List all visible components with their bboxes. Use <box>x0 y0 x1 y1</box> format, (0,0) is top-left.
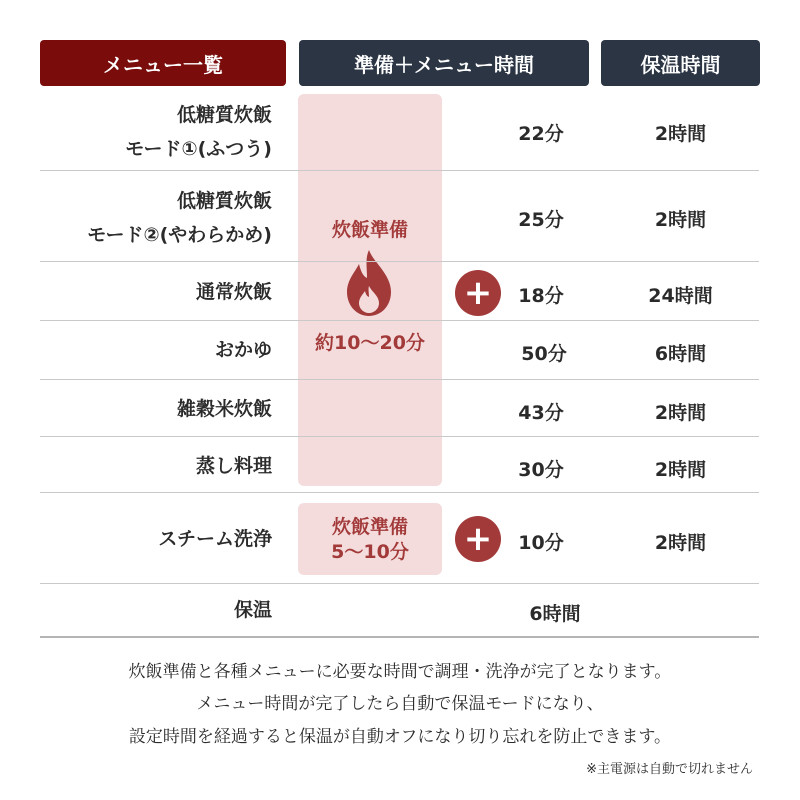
menu-list-header: メニュー一覧 <box>40 40 286 86</box>
menu-name: 通常炊飯 <box>195 281 272 303</box>
menu-time: 30分 <box>518 459 564 481</box>
keep-time: 24時間 <box>648 285 713 307</box>
row-divider <box>40 170 759 171</box>
prep-block-steam <box>298 503 442 575</box>
row-divider <box>40 583 759 584</box>
menu-time: 10分 <box>518 532 564 554</box>
menu-name: 雑穀米炊飯 <box>176 398 272 420</box>
prep-block-steam-time: 5〜10分 <box>331 541 409 563</box>
keep-time: 2時間 <box>654 209 707 231</box>
menu-time: 50分 <box>521 343 567 365</box>
keep-time: 2時間 <box>654 402 707 424</box>
prep-block-main-title: 炊飯準備 <box>331 219 408 241</box>
keep-time: 6時間 <box>529 603 581 625</box>
prep-menu-time-header: 準備＋メニュー時間 <box>299 40 589 86</box>
row-divider <box>40 261 759 262</box>
prep-block-steam-title: 炊飯準備 <box>331 516 408 538</box>
plus-icon: + <box>455 270 501 316</box>
menu-name-line1: 低糖質炊飯 <box>176 104 272 126</box>
menu-name-line2: モード②(やわらかめ) <box>87 224 272 246</box>
keep-time: 6時間 <box>654 343 707 365</box>
keep-time: 2時間 <box>654 532 707 554</box>
row-divider <box>40 492 759 493</box>
footnote: ※主電源は自動で切れません <box>586 762 753 777</box>
keep-time: 2時間 <box>654 123 707 145</box>
row-divider <box>40 436 759 437</box>
menu-name: スチーム洗浄 <box>158 528 272 550</box>
menu-time: 22分 <box>518 123 564 145</box>
menu-time: 43分 <box>518 402 564 424</box>
row-divider <box>40 379 759 380</box>
keep-warm-time-header: 保温時間 <box>601 40 760 86</box>
menu-name: おかゆ <box>214 339 272 361</box>
menu-name: 蒸し料理 <box>195 455 272 477</box>
flame-icon <box>339 248 399 318</box>
menu-name-line1: 低糖質炊飯 <box>176 190 272 212</box>
table-bottom-line <box>40 636 759 638</box>
menu-time: 18分 <box>518 285 564 307</box>
prep-block-main-time: 約10〜20分 <box>315 332 425 354</box>
row-divider <box>40 320 759 321</box>
note-line-1: 炊飯準備と各種メニューに必要な時間で調理・洗浄が完了となります。 <box>128 662 672 682</box>
menu-name: 保温 <box>233 599 272 621</box>
plus-icon: + <box>455 516 501 562</box>
menu-name-line2: モード①(ふつう) <box>125 138 272 160</box>
menu-time: 25分 <box>518 209 564 231</box>
note-line-2: メニュー時間が完了したら自動で保温モードになり、 <box>196 694 604 714</box>
note-line-3: 設定時間を経過すると保温が自動オフになり切り忘れを防止できます。 <box>128 727 672 747</box>
keep-time: 2時間 <box>654 459 707 481</box>
